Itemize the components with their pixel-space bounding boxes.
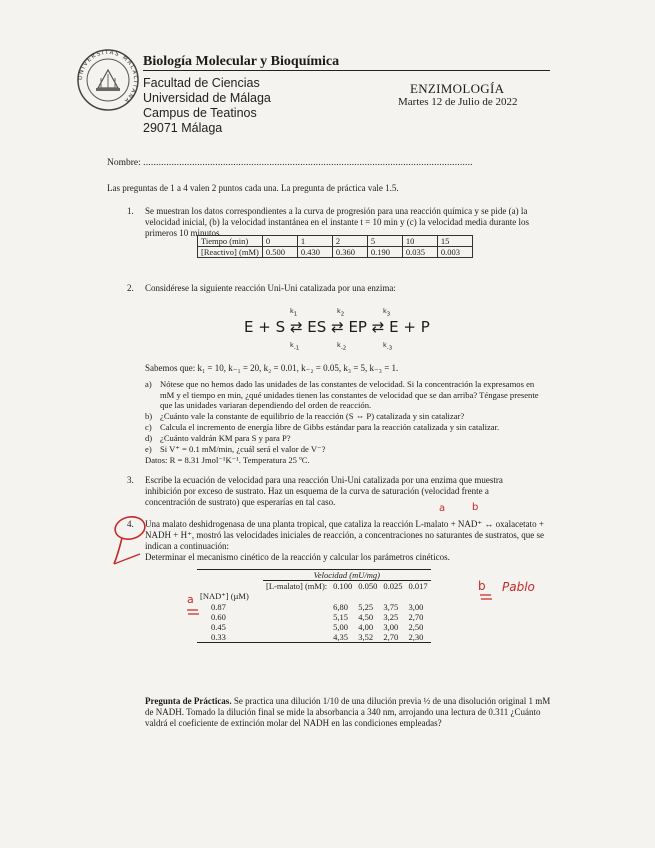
table-row — [197, 591, 431, 602]
practice-text: Se practica una dilución 1/10 de una dilución previa ½ de una disolución original 1 mM de NADH. Tomado la dilución final se mide la absorbancia a 340 nm, arrojando una lectura de 0.311 ¿Cuánto valdrá el coeficiente de extinción molar del NADH en las condiciones empleadas? — [145, 696, 551, 728]
table-cell — [263, 632, 330, 643]
faculty-label: Facultad de Ciencias — [143, 76, 260, 90]
handwritten-circle-mark-icon — [100, 508, 160, 568]
subq-label: c) — [145, 422, 152, 432]
table-cell: [Reactivo] (mM) — [198, 247, 263, 258]
table-cell: Tiempo (min) — [198, 236, 263, 247]
equilibrium-arrow-icon: ⇄ — [331, 318, 344, 336]
table-cell: 3,00 — [408, 602, 424, 612]
table-cell: 5 — [367, 236, 402, 247]
seal-text: UNIVERSITAS MALACITANA — [77, 49, 139, 105]
table-cell: 0 — [262, 236, 297, 247]
table-cell: 3,25 — [383, 612, 399, 622]
k1-label: $k_1$ — [290, 307, 298, 318]
subq-text: Calcula el incremento de energía libre de Gibbs estándar para la reacción catalizada y sin catalizar. — [160, 422, 500, 432]
instructions: Las preguntas de 1 a 4 valen 2 puntos cada una. La pregunta de práctica vale 1.5. — [107, 183, 399, 193]
table-cell: 0.33 — [197, 632, 263, 643]
table-cell: 0.60 — [211, 612, 226, 622]
equilibrium-arrow-icon: ⇄ — [371, 318, 385, 336]
practice-question — [145, 696, 551, 729]
table-row — [197, 612, 431, 622]
reaction-equation — [244, 318, 430, 336]
km1-label: $k_{-1}$ — [290, 341, 300, 352]
table-cell: 15 — [437, 236, 472, 247]
exam-date: Martes 12 de Julio de 2022 — [398, 96, 518, 108]
table-cell: 0.430 — [297, 247, 332, 258]
practice-title: Pregunta de Prácticas. — [145, 696, 232, 706]
table-cell — [263, 602, 330, 612]
enzyme-symbol: E — [244, 318, 254, 336]
handwritten-a-left: a — [187, 593, 194, 606]
table-cell: 4,35 — [330, 632, 355, 643]
ep-complex-symbol: EP — [348, 318, 367, 336]
postal-label: 29071 Málaga — [143, 121, 223, 135]
table-cell: 10 — [402, 236, 437, 247]
table-cell: 2,30 — [406, 632, 431, 643]
table-cell: 0.003 — [437, 247, 472, 258]
course-title: Biología Molecular y Bioquímica — [143, 54, 340, 69]
table-cell: 0.87 — [211, 602, 226, 612]
handwritten-double-dash-icon — [186, 608, 200, 616]
table-cell: 0.500 — [262, 247, 297, 258]
table-cell: 1 — [297, 236, 332, 247]
table-cell: 0.017 — [406, 581, 431, 592]
table-cell: 0.100 — [330, 581, 355, 592]
table-cell — [197, 581, 263, 592]
table-row — [197, 632, 431, 643]
table-row — [197, 622, 431, 632]
table-row — [198, 247, 473, 258]
table-cell: 0.360 — [332, 247, 367, 258]
table-cell: 3,75 — [383, 602, 399, 612]
k2-label: $k_2$ — [337, 307, 345, 318]
table-cell: 5,00 — [333, 622, 349, 632]
subq-label: d) — [145, 433, 153, 443]
q3-number: 3. — [127, 475, 134, 485]
subq-text: Si V⁺ = 0.1 mM/min, ¿cuál será el valor de V⁻? — [160, 444, 326, 454]
plus-sign: + — [403, 318, 416, 336]
q1-text: Se muestran los datos correspondientes a la curva de progresión para una reacción química y se pide (a) la velocidad inicial, (b) la velocidad instantánea en el instante t = 10 min y (c) la velocidad media durante los primeros 10 minutos. — [145, 206, 529, 238]
plus-sign: + — [258, 318, 271, 336]
table-row — [198, 236, 473, 247]
k3-label: $k_3$ — [383, 307, 391, 318]
handwritten-a-above: a — [439, 503, 446, 514]
handwritten-b-above: b — [472, 502, 479, 513]
table-cell: 2,50 — [408, 622, 424, 632]
q2-constants: Sabemos que: k₁ = 10, k₋₁ = 20, k₂ = 0.01, k₋₂ = 0.05, k₃ = 5, k₋₃ = 1. — [145, 363, 399, 373]
exam-title: ENZIMOLOGÍA — [410, 81, 505, 96]
q4-number: 4. — [127, 519, 134, 529]
table-cell: 2 — [332, 236, 367, 247]
table-cell: 0.035 — [402, 247, 437, 258]
q3-text: Escribe la ecuación de velocidad para una reacción Uni-Uni catalizada por una enzima que muestra inhibición por exceso de sustrato. Haz un esquema de la curva de saturación (velocidad frente a concentración de sustrato) que esperarías en tal caso. — [145, 475, 503, 507]
table-cell — [263, 591, 330, 602]
table-cell: 0.190 — [367, 247, 402, 258]
name-label: Nombre: — [107, 158, 141, 168]
table-cell — [263, 622, 330, 632]
university-seal-icon — [76, 48, 140, 112]
table-row — [197, 570, 431, 581]
subq-text: Nótese que no hemos dado las unidades de las constantes de velocidad. Si la concentración la expresamos en mM y el tiempo en min, ¿qué unidades tienen las constantes de velocidad que se dan arriba? Téngase presente que las unidades variaran dependiendo del orden de reacción. — [160, 379, 539, 411]
handwritten-name: Pablo — [502, 580, 535, 594]
q4-text: Una malato deshidrogenasa de una planta tropical, que cataliza la reacción L-malato + NAD⁺ ↔ oxalacetato + NADH + H⁺, mostró las velocidades iniciales de reacción, a concentraciones no saturantes de sustratos, que se indican a continuación: — [145, 519, 544, 551]
q1-table — [197, 235, 473, 258]
enzyme-symbol: E — [389, 318, 399, 336]
q2-number: 2. — [127, 283, 134, 293]
table-cell: 4,50 — [358, 612, 374, 622]
nad-label: [NAD⁺] (µM) — [200, 591, 249, 601]
km2-label: $k_{-2}$ — [337, 341, 347, 352]
q1-number: 1. — [127, 206, 134, 216]
table-cell: 5,25 — [358, 602, 374, 612]
table-cell: 2,70 — [408, 612, 424, 622]
handwritten-b-right: b — [478, 579, 486, 593]
velocity-header: Velocidad (mU/mg) — [263, 570, 431, 581]
table-cell: 3,00 — [383, 622, 399, 632]
table-cell: 5,15 — [333, 612, 349, 622]
campus-label: Campus de Teatinos — [143, 106, 257, 120]
subq-label: e) — [145, 444, 152, 454]
handwritten-double-dash-icon — [479, 593, 493, 601]
table-row — [197, 602, 431, 612]
table-cell: 6,80 — [333, 602, 349, 612]
name-dots: ................................................................................................................................ — [143, 158, 473, 168]
q4-table — [197, 569, 431, 643]
q2-intro: Considérese la siguiente reacción Uni-Uni catalizada por una enzima: — [145, 283, 396, 293]
table-cell — [263, 612, 330, 622]
university-label: Universidad de Málaga — [143, 91, 271, 105]
malate-label: [L-malato] (mM): — [263, 581, 330, 592]
km3-label: $k_{-3}$ — [383, 341, 393, 352]
table-cell: 0.45 — [211, 622, 226, 632]
table-row — [197, 581, 431, 592]
table-cell: 2,70 — [380, 632, 405, 643]
subq-text: ¿Cuánto valdrán KM para S y para P? — [160, 433, 291, 443]
substrate-symbol: S — [275, 318, 286, 336]
product-symbol: P — [420, 318, 430, 336]
header-rule — [143, 70, 550, 71]
subq-text: ¿Cuánto vale la constante de equilibrio de la reacción (S ⇔ P) catalizada y sin catalizar? — [160, 411, 465, 421]
equilibrium-arrow-icon: ⇄ — [289, 318, 303, 336]
table-cell: 3,52 — [355, 632, 380, 643]
table-cell: 0.025 — [380, 581, 405, 592]
q4-task: Determinar el mecanismo cinético de la reacción y calcular los parámetros cinéticos. — [145, 552, 450, 562]
q2-data: Datos: R = 8.31 Jmol⁻¹K⁻¹. Temperatura 25 ºC. — [145, 455, 310, 465]
table-cell — [197, 570, 263, 581]
subq-label: b) — [145, 411, 153, 421]
subq-label: a) — [145, 379, 152, 389]
table-cell: 4,00 — [358, 622, 374, 632]
table-cell: 0.050 — [355, 581, 380, 592]
name-field[interactable] — [107, 158, 473, 168]
es-complex-symbol: ES — [307, 318, 327, 336]
